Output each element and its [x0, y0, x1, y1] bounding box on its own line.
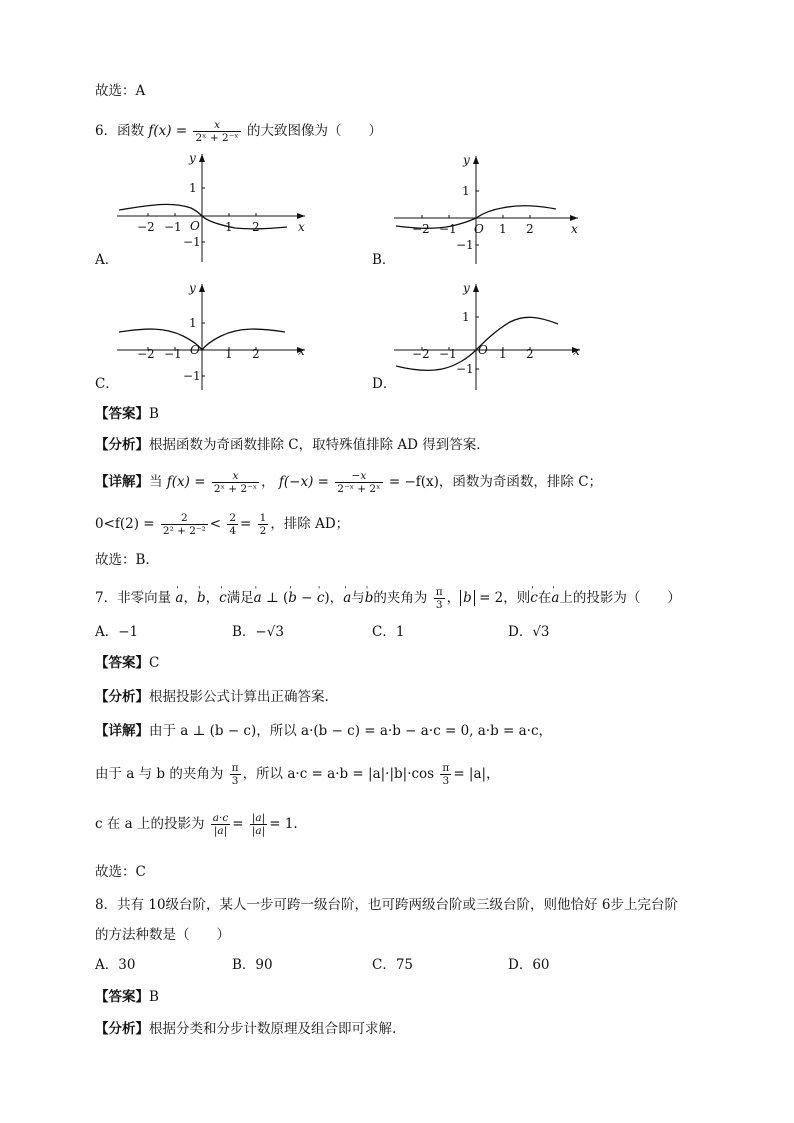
q7-answer-value: C [149, 655, 160, 671]
q6-detail-text: 当 [149, 474, 163, 490]
graph-c-label: C． [95, 376, 119, 392]
q7-vec-c: ' c [219, 590, 227, 606]
q6-stem [95, 119, 382, 144]
q7-abs-b: b [460, 590, 475, 606]
graph-c-axis-x: x [298, 344, 305, 358]
graph-d-axis-x: x [573, 344, 580, 358]
q7-detail-pi-den: 3 [230, 774, 241, 787]
q6-detail-frac5 [258, 512, 269, 537]
q6-detail-func-neg: f(−x) = [278, 474, 329, 490]
q6-detail-sep: ， [261, 474, 275, 490]
q7-detail-line3 [95, 812, 298, 837]
q7-detail-cos-frac [440, 762, 451, 787]
q7-vec-b3: ' b [365, 590, 374, 606]
q7-vec-a2: ' a [254, 590, 262, 606]
q6-detail-frac2-den: 2⁻ˣ + 2ˣ [337, 483, 381, 495]
q6-detail-tag: 【详解】 [95, 474, 149, 490]
q7-detail-abs-den: |a| [251, 825, 266, 837]
graph-d-curve [396, 317, 558, 370]
q6-detail-func: f(x) = [166, 474, 206, 490]
graph-b [372, 152, 602, 267]
graph-a-label: A． [95, 252, 119, 268]
q6-detail-frac1-num: x [232, 470, 239, 482]
q6-detail-frac4 [227, 512, 238, 537]
q6-detail-line1 [95, 470, 602, 495]
graph-b-tick-label-y1: 1 [462, 184, 470, 198]
q8-answer [95, 987, 159, 1007]
graph-d-tick-label-x2: 2 [526, 347, 534, 361]
q7-option-c: C．1 [372, 624, 405, 640]
q7-stem-a: 7．非零向量 [95, 590, 172, 606]
q7-detail-tag: 【详解】 [95, 723, 149, 739]
q6-func-num: x [214, 119, 221, 131]
q7-detail-line1 [95, 721, 552, 741]
q6-detail-odd: = −f(x)，函数为奇函数，排除 C； [388, 474, 603, 490]
graph-b-y-arrow [473, 156, 479, 164]
graph-d-tick-label-xm2: −2 [412, 347, 430, 361]
q7-detail-result: = 1. [269, 816, 298, 832]
graph-b-tick-label-x1: 1 [499, 222, 507, 236]
q8-stem-line2: 的方法种数是（ ） [95, 927, 230, 943]
q7-vec-c3: ' c [530, 590, 538, 606]
q8-analysis [95, 1019, 396, 1039]
q5-conclusion: 故选：A [95, 83, 146, 99]
graph-a-x-arrow [297, 213, 305, 219]
q7-detail-cos-den: 3 [440, 774, 451, 787]
q7-answer-tag: 【答案】 [95, 655, 149, 671]
graph-a-tick-label-x1: 1 [225, 220, 233, 234]
q7-analysis-text: 根据投影公式计算出正确答案. [149, 689, 329, 705]
graph-b-axis-y: y [463, 153, 470, 167]
q7-detail-abs-num: |a| [251, 812, 266, 824]
graph-b-origin: O [474, 222, 484, 236]
graph-c-tick-label-y1: 1 [189, 316, 197, 330]
graph-a-tick-label-x2: 2 [252, 220, 260, 234]
q8-option-a: A．30 [95, 957, 136, 973]
graph-d-label: D． [372, 376, 397, 392]
q8-stem-line1: 8．共有 10级台阶，某人一步可跨一级台阶，也可跨两级台阶或三级台阶，则他恰好 6步上完台阶 [95, 897, 678, 913]
graph-c-tick-label-x1: 1 [225, 347, 233, 361]
q7-option-d: D．√3 [508, 624, 550, 640]
q6-stem-suffix: 的大致图像为（ ） [247, 123, 383, 139]
q7-stem-e: = 2，则 [479, 590, 531, 606]
graph-a-axis-x: x [298, 220, 305, 234]
q6-answer-value: B [149, 406, 159, 422]
q7-pi-num: π [435, 586, 443, 598]
q6-analysis-text: 根据函数为奇函数排除 C，取特殊值排除 AD 得到答案． [149, 437, 490, 453]
graph-b-x-arrow [570, 215, 578, 221]
q7-stem-f: 在 [537, 590, 552, 606]
q6-detail-frac5-num: 1 [259, 512, 267, 524]
graph-d-axis-y: y [463, 281, 470, 295]
graph-a-tick-label-y1: 1 [189, 181, 197, 195]
q7-detail-proj-frac [211, 812, 230, 837]
q8-option-c: C．75 [372, 957, 414, 973]
q6-detail-frac4-den: 4 [229, 525, 237, 537]
q7-option-a: A．−1 [95, 624, 139, 640]
q7-detail-text2a: 由于 a 与 b 的夹角为 [95, 766, 224, 782]
q7-stem-g: 上的投影为（ ） [559, 590, 681, 606]
graph-b-tick-label-ym1: −1 [456, 238, 474, 252]
q7-stem-c: 与 [351, 590, 365, 606]
q7-conclusion: 故选：C [95, 864, 146, 880]
q7-detail-text2c: = |a|， [453, 766, 500, 782]
graph-b-tick-label-xm2: −2 [412, 222, 430, 236]
q6-detail-frac1 [212, 470, 259, 495]
q7-stem: 7．非零向量 ' a，' b，' c满足' a ⊥ (' b − ' c)，' a与' b的夹角为 $\frac{\pi}{3}$ ， b = 2，则' c在' a上的投影为（ ） [95, 586, 681, 611]
q6-conclusion: 故选：B. [95, 552, 150, 568]
q7-pi-frac [434, 586, 445, 611]
q6-detail-line2 [95, 512, 349, 537]
q7-vec-b: ' b [197, 590, 206, 606]
q6-detail-frac1-den: 2ˣ + 2⁻ˣ [213, 483, 258, 495]
q8-answer-tag: 【答案】 [95, 989, 149, 1005]
q7-option-b: B．−√3 [232, 624, 284, 640]
graph-a [95, 150, 325, 265]
q7-vec-c2: ' c [317, 590, 325, 606]
q8-answer-value: B [149, 989, 159, 1005]
q7-detail-text2b: ，所以 a·c = a·b = |a|·|b|·cos [242, 766, 435, 782]
q6-detail-frac5-den: 2 [259, 525, 267, 537]
graph-c-tick-label-xm2: −2 [137, 347, 155, 361]
q8-option-d: D．60 [508, 957, 550, 973]
q7-stem-b: 满足 [226, 590, 254, 606]
q7-stem-d: 的夹角为 [373, 590, 428, 606]
q7-detail-proj-num: a·c [212, 812, 229, 824]
graph-b-axis-x: x [571, 222, 578, 236]
q6-stem-prefix: 6．函数 [95, 123, 145, 139]
q7-detail-pi-frac [230, 762, 241, 787]
q7-detail-abs-frac [250, 812, 267, 837]
graph-a-y-arrow [199, 154, 205, 162]
q6-func-den: 2ˣ + 2⁻ˣ [195, 132, 239, 144]
q6-detail-frac2 [335, 470, 382, 495]
q6-detail-frac4-num: 2 [229, 512, 237, 524]
graph-d [372, 280, 602, 395]
q6-answer-tag: 【答案】 [95, 406, 149, 422]
graph-b-tick-label-xm1: −1 [439, 222, 457, 236]
graph-c-tick-label-x2: 2 [252, 347, 260, 361]
q6-detail-frac3-num: 2 [180, 512, 188, 524]
q6-answer [95, 404, 159, 424]
q8-analysis-text: 根据分类和分步计数原理及组合即可求解. [149, 1021, 397, 1037]
graph-d-tick-label-y1: 1 [462, 310, 470, 324]
graph-d-tick-label-xm1: −1 [439, 347, 457, 361]
q8-analysis-tag: 【分析】 [95, 1021, 149, 1037]
q7-detail-line2 [95, 762, 500, 787]
q7-analysis [95, 687, 329, 707]
q7-detail-text1: 由于 a ⊥ (b − c)，所以 a·(b − c) = a·b − a·c = 0, a·b = a·c， [149, 723, 553, 739]
graph-c-axis-y: y [189, 281, 196, 295]
q6-detail-frac3-den: 2² + 2⁻² [162, 525, 206, 537]
q7-detail-proj-den: |a| [211, 824, 230, 837]
graph-a-tick-label-xm2: −2 [137, 220, 155, 234]
graph-c-tick-label-ym1: −1 [183, 369, 201, 383]
q6-detail-f2: 0<f(2) = [95, 516, 155, 532]
q7-analysis-tag: 【分析】 [95, 689, 149, 705]
graph-d-origin: O [478, 343, 488, 357]
graph-a-tick-label-xm1: −1 [164, 220, 182, 234]
q7-vec-a4: ' a [551, 590, 559, 606]
q6-detail-lt: < [209, 516, 222, 532]
graph-b-tick-label-x2: 2 [526, 222, 534, 236]
q7-answer [95, 653, 159, 673]
q6-analysis [95, 435, 490, 455]
q6-func-lhs: f(x) = [148, 123, 188, 139]
q7-vec-a3: ' a [343, 590, 351, 606]
graph-d-y-arrow [473, 284, 479, 292]
graph-d-tick-label-x1: 1 [499, 347, 507, 361]
graph-a-origin: O [190, 219, 200, 233]
q7-vec-a: ' a [175, 590, 183, 606]
q6-detail-frac3 [161, 512, 208, 537]
q7-vec-b2: ' b [288, 590, 297, 606]
q7-detail-eq: = [232, 816, 244, 832]
graph-c-tick-label-xm1: −1 [164, 347, 182, 361]
q6-func-fraction [193, 119, 240, 144]
q6-analysis-tag: 【分析】 [95, 437, 149, 453]
graph-c-origin: O [190, 343, 200, 357]
q7-detail-text3a: c 在 a 上的投影为 [95, 816, 205, 832]
q7-detail-cos-num: π [442, 762, 450, 774]
q6-detail-frac2-num: −x [351, 470, 367, 482]
q6-detail-eq: = [240, 516, 252, 532]
graph-c [95, 280, 325, 395]
graph-b-label: B． [372, 252, 396, 268]
graph-d-tick-label-ym1: −1 [456, 362, 474, 376]
graph-a-tick-label-ym1: −1 [183, 235, 201, 249]
q8-option-b: B．90 [232, 957, 273, 973]
graph-c-y-arrow [199, 284, 205, 292]
graph-a-axis-y: y [189, 151, 196, 165]
q7-detail-pi-num: π [231, 762, 239, 774]
q6-detail-exclude: ，排除 AD； [270, 516, 350, 532]
q7-pi-den: 3 [434, 598, 445, 611]
